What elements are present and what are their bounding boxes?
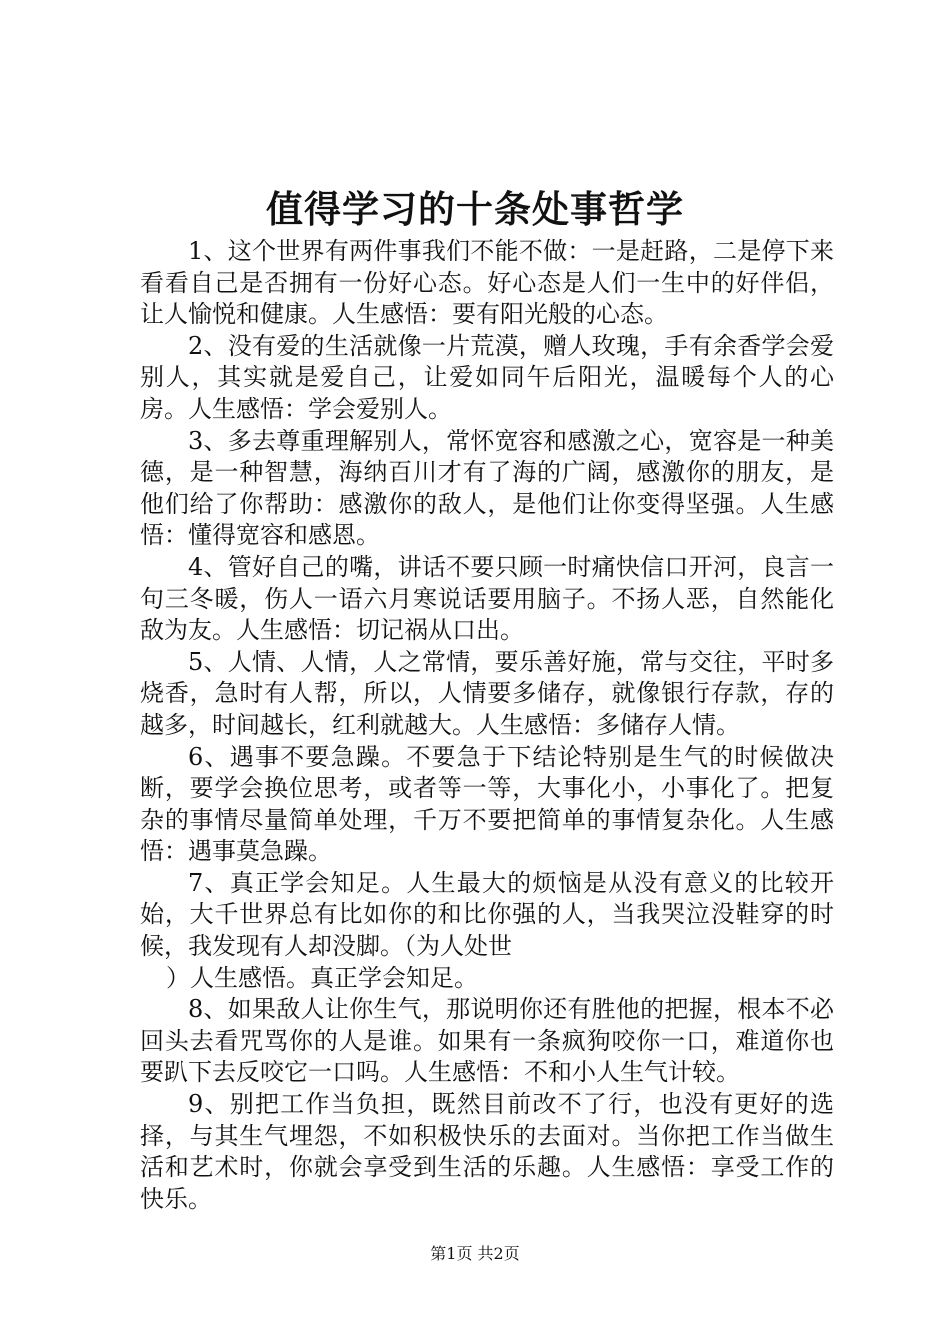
- paragraph-4: 4、管好自己的嘴，讲话不要只顾一时痛快信口开河，良言一句三冬暖，伤人一语六月寒说话要用脑子。不扬人恶，自然能化敌为友。人生感悟：切记祸从口出。: [140, 552, 834, 645]
- paragraph-7: 7、真正学会知足。人生最大的烦恼是从没有意义的比较开始，大千世界总有比如你的和比你强的人，当我哭泣没鞋穿的时候，我发现有人却没脚。（为人处世: [140, 868, 834, 961]
- paragraph-6: 6、遇事不要急躁。不要急于下结论特别是生气的时候做决断，要学会换位思考，或者等一等，大事化小，小事化了。把复杂的事情尽量简单处理，千万不要把简单的事情复杂化。人生感悟：遇事莫急躁。: [140, 742, 834, 866]
- paragraph-9: 9、别把工作当负担，既然目前改不了行，也没有更好的选择，与其生气埋怨，不如积极快乐的去面对。当你把工作当做生活和艺术时，你就会享受到生活的乐趣。人生感悟：享受工作的快乐。: [140, 1090, 834, 1213]
- paragraph-7-continuation: ）人生感悟。真正学会知足。: [166, 963, 478, 992]
- page-number-footer: 第1页 共2页: [430, 1244, 520, 1263]
- paragraph-3: 3、多去尊重理解别人，常怀宽容和感激之心，宽容是一种美德，是一种智慧，海纳百川才有了海的广阔，感激你的朋友，是他们给了你帮助：感激你的敌人，是他们让你变得坚强。人生感悟：懂得宽容和感恩。: [140, 426, 834, 550]
- document-title: 值得学习的十条处事哲学: [266, 187, 684, 231]
- document-body: [140, 236, 834, 1215]
- paragraph-8: 8、如果敌人让你生气，那说明你还有胜他的把握，根本不必回头去看咒骂你的人是谁。如果有一条疯狗咬你一口，难道你也要趴下去反咬它一口吗。人生感悟：不和小人生气计较。: [140, 995, 834, 1087]
- paragraph-5: 5、人情、人情，人之常情，要乐善好施，常与交往，平时多烧香，急时有人帮，所以，人情要多储存，就像银行存款，存的越多，时间越长，红利就越大。人生感悟：多储存人情。: [140, 647, 834, 739]
- paragraph-1: 1、这个世界有两件事我们不能不做：一是赶路，二是停下来看看自己是否拥有一份好心态。好心态是人们一生中的好伴侣，让人愉悦和健康。人生感悟：要有阳光般的心态。: [140, 237, 834, 329]
- paragraph-2: 2、没有爱的生活就像一片荒漠，赠人玫瑰，手有余香学会爱别人，其实就是爱自己，让爱如同午后阳光，温暖每个人的心房。人生感悟：学会爱别人。: [140, 331, 834, 423]
